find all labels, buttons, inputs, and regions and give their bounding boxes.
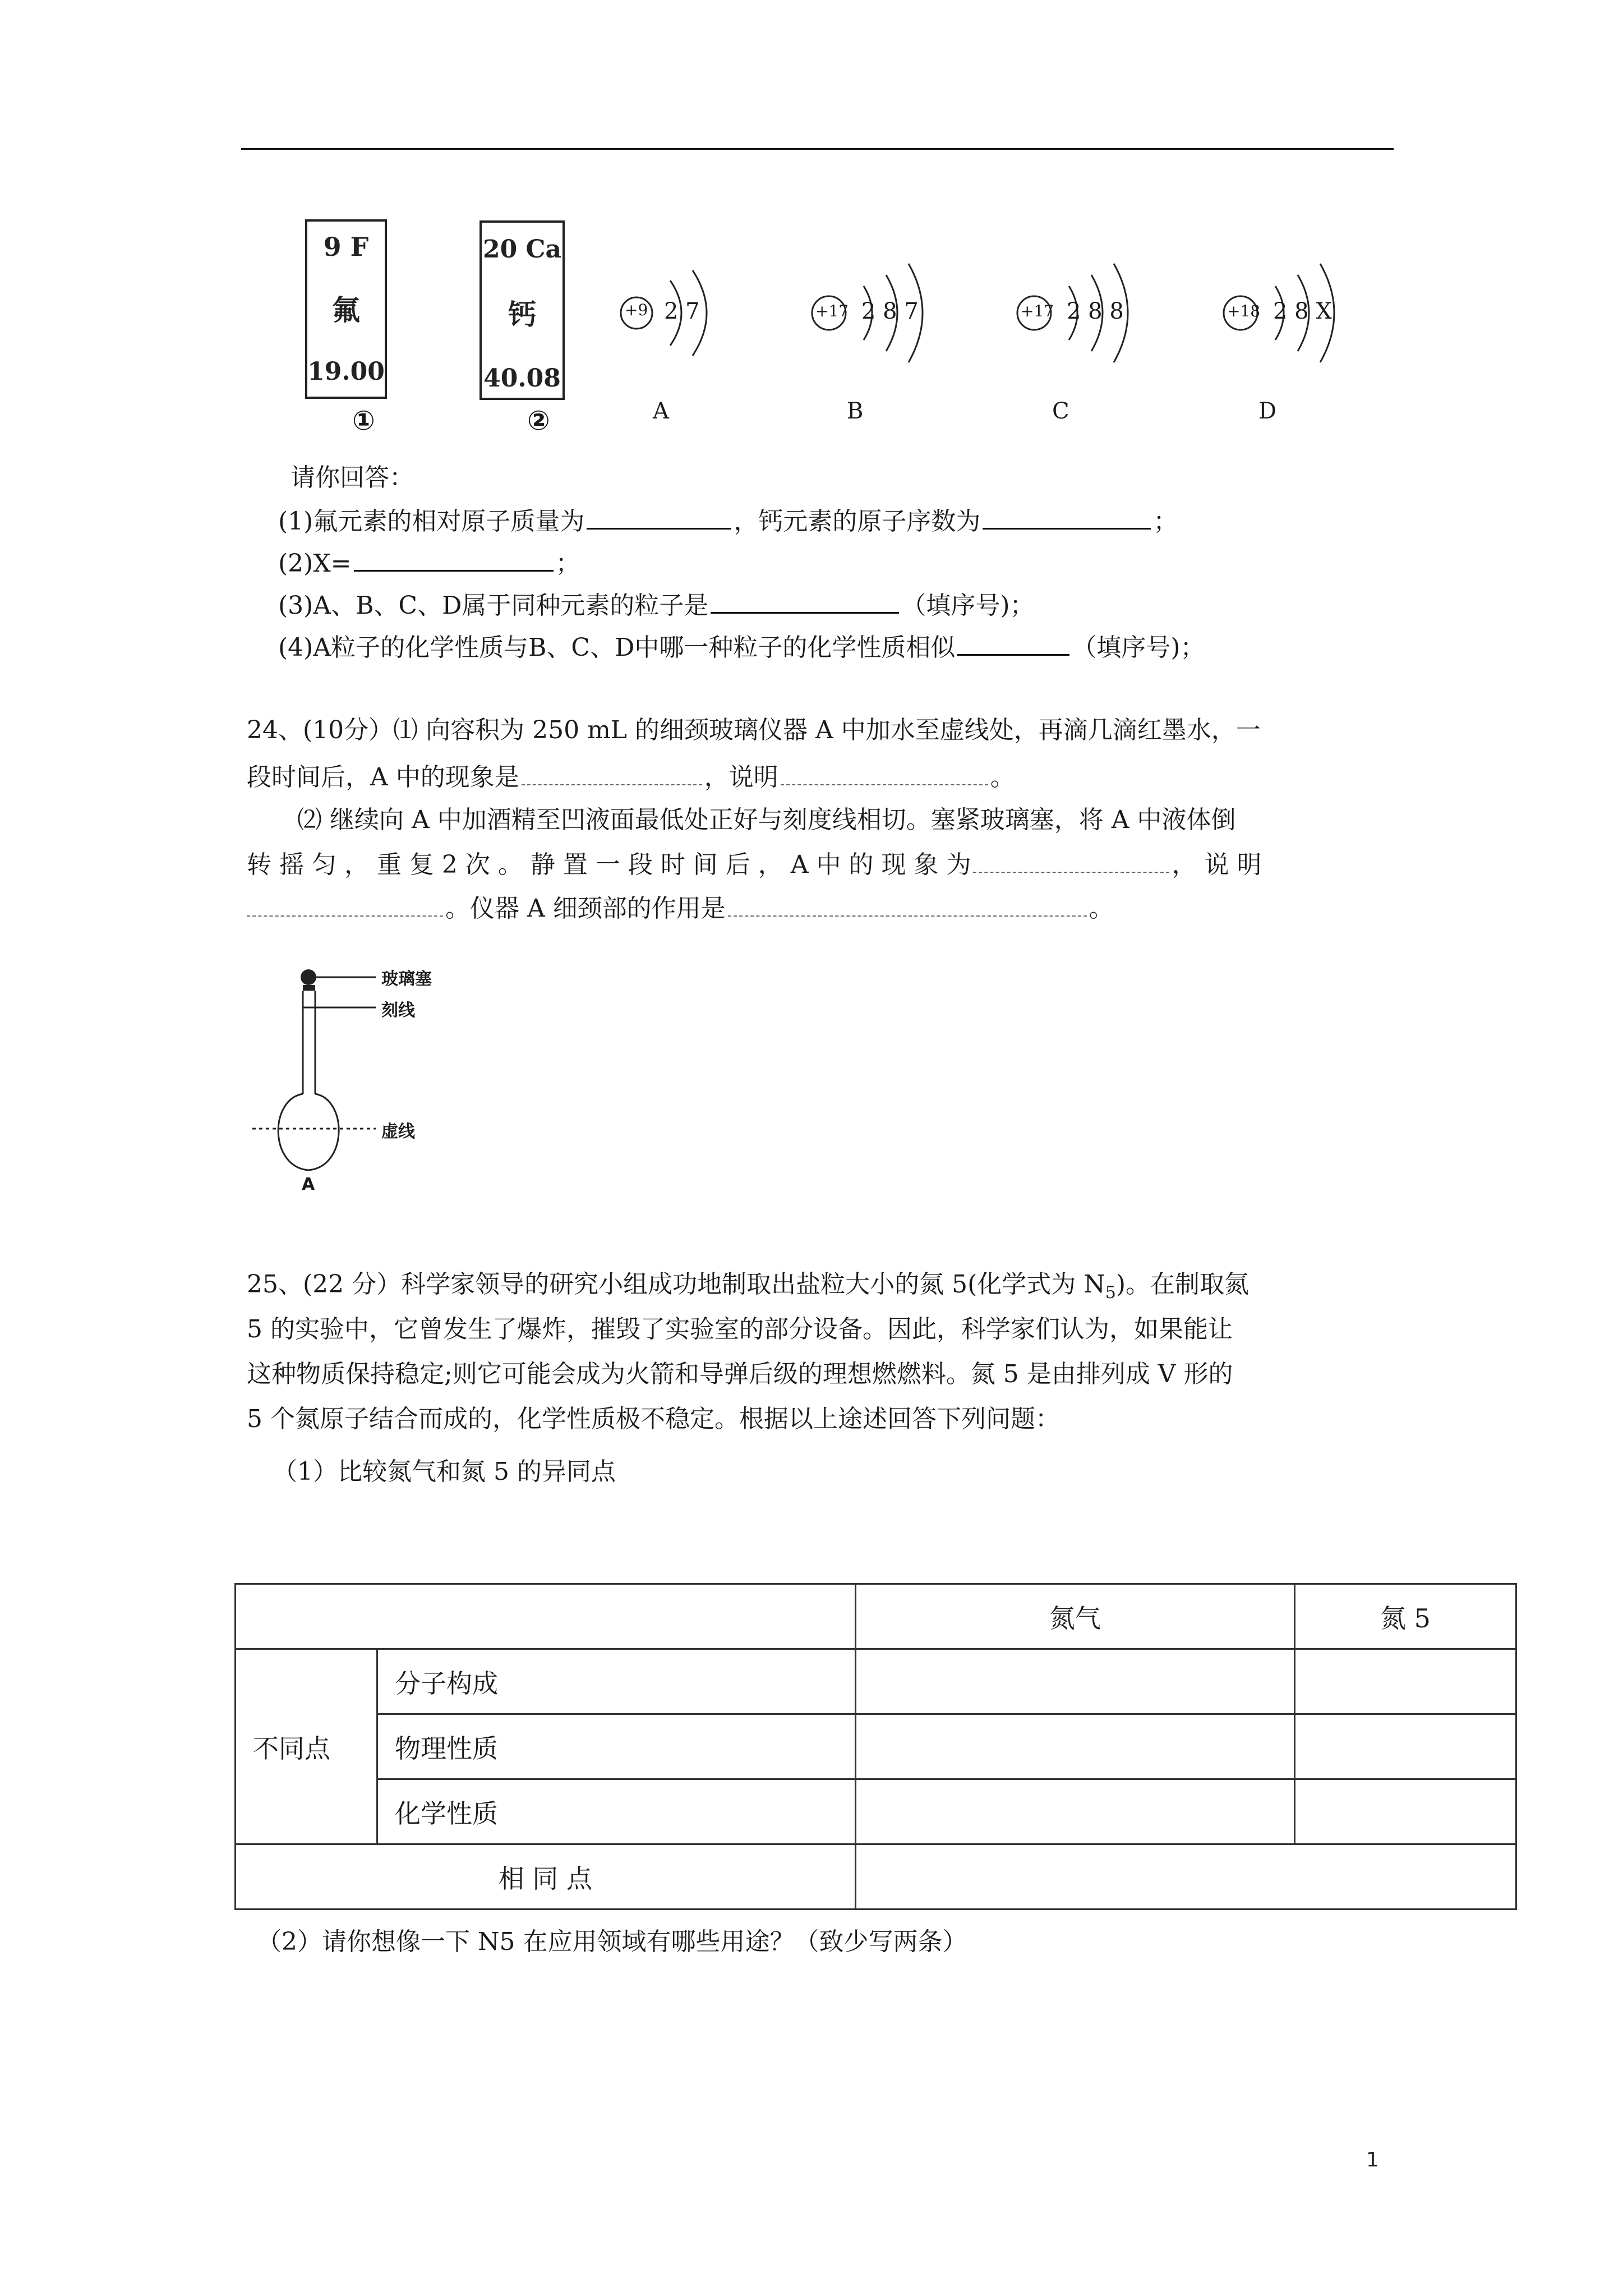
table-corner-cell [236, 1584, 856, 1649]
group-label-differences: 不同点 [236, 1649, 377, 1844]
nucleus-charge: +18 [1227, 302, 1261, 320]
q24-l2-text-b: ，说明 [704, 763, 778, 792]
q23-l3-text-a: (3)A、B、C、D属于同种元素的粒子是 [278, 591, 709, 620]
card-marker-2: ② [527, 405, 550, 436]
element-mass: 40.08 [483, 364, 561, 393]
nucleus-charge: +17 [815, 302, 849, 320]
label-dashed-line: 虚线 [381, 1122, 415, 1142]
nucleus-charge: +17 [1021, 302, 1054, 320]
electron-counts: 2 8 7 [861, 298, 919, 324]
q24-line-5 [247, 891, 1114, 926]
q24-l5-text-b: 。仪器 A 细颈部的作用是 [445, 894, 726, 923]
q24-l4-text-a: 转 摇 匀 ， 重 复 2 次 。 静 置 一 段 时 间 后 ， A 中 的 现 象 为 [247, 850, 971, 879]
answer-cell[interactable] [855, 1844, 1516, 1910]
answer-blank[interactable] [354, 545, 554, 572]
electron-counts: 2 7 [664, 298, 700, 324]
answer-cell[interactable] [855, 1779, 1294, 1844]
q24-l2-text-c: 。 [990, 763, 1015, 792]
q25-line-2: 5 的实验中，它曾发生了爆炸，摧毁了实验室的部分设备。因此，科学家们认为，如果能让 [247, 1315, 1233, 1343]
col-header-n5: 氮 5 [1294, 1584, 1516, 1649]
answer-cell[interactable] [1294, 1779, 1516, 1844]
table-row [236, 1844, 1516, 1910]
atom-label-a: A [653, 398, 669, 424]
table-row [236, 1714, 1516, 1779]
atom-diagram-a [617, 247, 774, 370]
atom-label-d: D [1258, 398, 1277, 424]
q25-line-3: 这种物质保持稳定;则它可能会成为火箭和导弹后级的理想燃燃料。氮 5 是由排列成 V 形的 [247, 1360, 1233, 1388]
q24-l4-text-b: ， 说 明 [1172, 850, 1262, 879]
electron-counts: 2 8 8 [1067, 298, 1124, 324]
q25-line-1 [247, 1268, 1249, 1310]
element-mass: 19.00 [307, 357, 385, 386]
row-label-physical-properties: 物理性质 [377, 1714, 856, 1779]
q23-l4-text-b: （填序号)； [1072, 633, 1205, 662]
answer-blank[interactable] [957, 629, 1069, 656]
q25-subscript: 5 [1105, 1282, 1116, 1303]
q23-line-2 [278, 545, 580, 581]
table-row [236, 1779, 1516, 1844]
q25-l1-text-b: )。在制取氮 [1115, 1270, 1249, 1299]
answer-cell[interactable] [1294, 1714, 1516, 1779]
atom-label-c: C [1052, 398, 1069, 424]
q24-line-2 [247, 760, 1015, 794]
q23-l2-text-b: ； [555, 549, 580, 578]
atom-label-b: B [847, 398, 864, 424]
q24-line-4 [247, 847, 1261, 882]
q24-l5-text-c: 。 [1089, 894, 1114, 923]
atom-diagram-b [808, 247, 993, 370]
element-card-calcium [479, 220, 565, 400]
row-label-molecular-composition: 分子构成 [377, 1649, 856, 1714]
q23-l1-text-a: (1)氟元素的相对原子质量为 [278, 507, 585, 536]
element-card-fluorine [305, 219, 387, 399]
flask-figure [247, 965, 437, 1200]
row-label-similarities: 相 同 点 [236, 1844, 856, 1910]
page-number: 1 [1366, 2148, 1379, 2171]
q25-sub-question-1: （1）比较氮气和氮 5 的异同点 [273, 1457, 616, 1486]
answer-blank[interactable] [728, 891, 1087, 917]
q24-line-3: ⑵ 继续向 A 中加酒精至凹液面最低处正好与刻度线相切。塞紧玻璃塞，将 A 中液体倒 [297, 806, 1236, 834]
q25-line-4: 5 个氮原子结合而成的，化学性质极不稳定。根据以上途述回答下列问题： [247, 1405, 1060, 1433]
label-flask-a: A [302, 1175, 315, 1194]
answer-blank[interactable] [247, 891, 443, 917]
comparison-table [234, 1583, 1517, 1910]
q25-l1-text-a: 25、(22 分）科学家领导的研究小组成功地制取出盐粒大小的氮 5(化学式为 N [247, 1270, 1105, 1299]
atom-diagram-d [1219, 247, 1404, 370]
q25-sub-question-2: （2）请你想像一下 N5 在应用领域有哪些用途？（致少写两条） [257, 1927, 967, 1956]
electron-counts: 2 8 X [1273, 298, 1332, 324]
q23-line-3 [278, 587, 1035, 623]
col-header-nitrogen: 氮气 [855, 1584, 1294, 1649]
answer-blank[interactable] [781, 760, 988, 785]
q23-line-4 [278, 629, 1205, 665]
row-label-chemical-properties: 化学性质 [377, 1779, 856, 1844]
answer-blank[interactable] [973, 847, 1169, 873]
label-graduation-line: 刻线 [381, 1001, 415, 1020]
q23-l3-text-b: （填序号)； [901, 591, 1035, 620]
answer-blank[interactable] [711, 587, 899, 614]
q24-l2-text-a: 段时间后，A 中的现象是 [247, 763, 519, 792]
q23-l2-text-a: (2)X= [278, 549, 352, 578]
answer-blank[interactable] [983, 503, 1151, 530]
q23-line-1 [278, 503, 1178, 539]
table-header-row [236, 1584, 1516, 1649]
nucleus-charge: +9 [625, 301, 648, 319]
answer-cell[interactable] [855, 1649, 1294, 1714]
card-marker-1: ① [352, 405, 375, 436]
q24-line-1: 24、(10分）⑴ 向容积为 250 mL 的细颈玻璃仪器 A 中加水至虚线处，再滴几滴红墨水，一 [247, 716, 1261, 744]
label-stopper: 玻璃塞 [381, 969, 432, 989]
answer-cell[interactable] [1294, 1649, 1516, 1714]
q23-l1-text-c: ； [1153, 507, 1178, 536]
answer-blank[interactable] [522, 760, 702, 785]
answer-blank[interactable] [587, 503, 731, 530]
element-number-symbol: 20 Ca [482, 235, 562, 264]
answer-cell[interactable] [855, 1714, 1294, 1779]
table-row [236, 1649, 1516, 1714]
element-name: 钙 [508, 298, 536, 331]
element-name: 氟 [332, 293, 360, 326]
atom-diagram-c [1013, 247, 1198, 370]
element-number-symbol: 9 F [323, 232, 369, 262]
q23-l1-text-b: ，钙元素的原子序数为 [734, 507, 981, 536]
q23-prompt: 请你回答： [291, 463, 414, 492]
q23-l4-text-a: (4)A粒子的化学性质与B、C、D中哪一种粒子的化学性质相似 [278, 633, 956, 662]
header-rule [241, 148, 1394, 150]
